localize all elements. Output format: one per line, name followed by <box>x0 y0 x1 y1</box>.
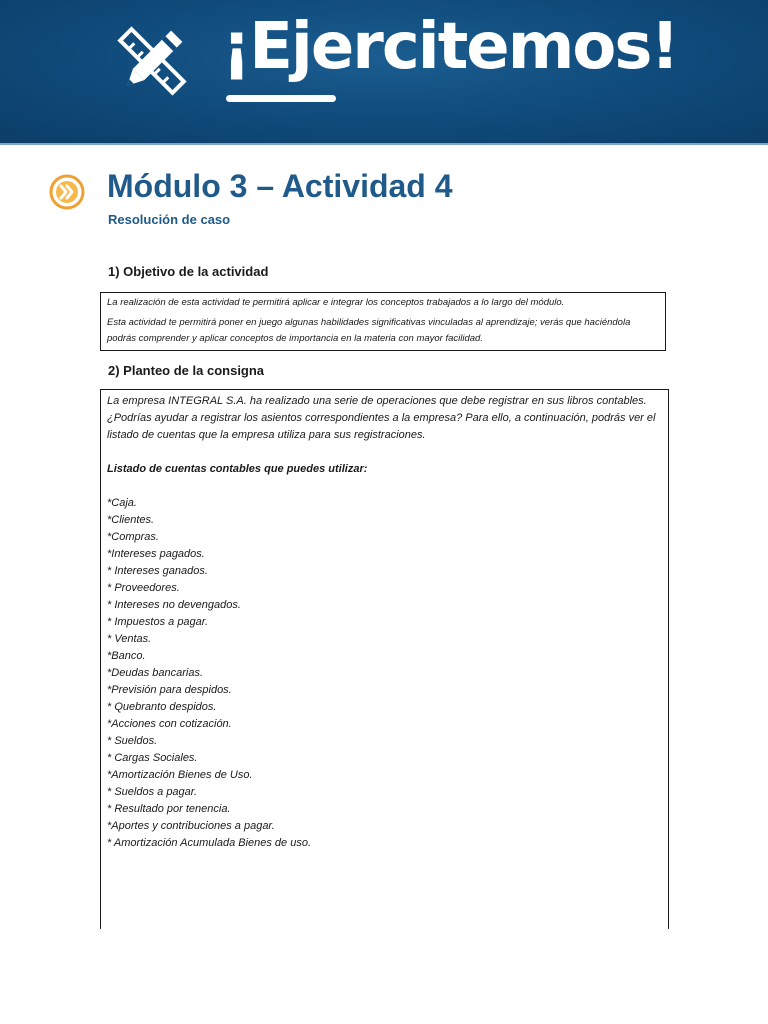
list-item: * Intereses no devengados. <box>107 599 241 611</box>
list-item: *Acciones con cotización. <box>107 718 232 730</box>
list-item: *Deudas bancarias. <box>107 667 204 679</box>
list-item: * Sueldos a pagar. <box>107 786 198 798</box>
page-title: Módulo 3 – Actividad 4 <box>107 168 453 204</box>
accounts-list <box>107 495 662 852</box>
list-item: *Intereses pagados. <box>107 548 205 560</box>
list-item: * Resultado por tenencia. <box>107 803 231 815</box>
objective-box <box>100 292 666 351</box>
list-item: * Ventas. <box>107 633 152 645</box>
list-item: *Caja. <box>107 497 137 509</box>
list-item: * Quebranto despidos. <box>107 701 217 713</box>
list-item: * Intereses ganados. <box>107 565 208 577</box>
double-chevron-right-icon <box>48 173 86 211</box>
list-item: * Impuestos a pagar. <box>107 616 209 628</box>
statement-box <box>100 389 669 929</box>
objective-heading: 1) Objetivo de la actividad <box>108 264 269 279</box>
banner-title: ¡Ejercitemos! <box>222 10 678 84</box>
objective-paragraph: La realización de esta actividad te permitirá aplicar e integrar los conceptos trabajados a lo largo del módulo. <box>107 297 565 308</box>
pencil-ruler-icon <box>114 22 190 100</box>
header-banner <box>0 0 768 145</box>
list-item: * Sueldos. <box>107 735 158 747</box>
page-subtitle: Resolución de caso <box>108 212 231 227</box>
accounts-list-title: Listado de cuentas contables que puedes utilizar: <box>107 463 368 475</box>
list-item: *Aportes y contribuciones a pagar. <box>107 820 275 832</box>
list-item: *Previsión para despidos. <box>107 684 232 696</box>
objective-paragraph: Esta actividad te permitirá poner en juego algunas habilidades significativas vinculadas al aprendizaje; verás que haciéndola podrás comprender y aplicar conceptos de importancia en la materia con mayor facilidad. <box>107 317 631 344</box>
list-item: * Proveedores. <box>107 582 180 594</box>
list-item: *Banco. <box>107 650 146 662</box>
list-item: *Compras. <box>107 531 159 543</box>
list-item: *Amortización Bienes de Uso. <box>107 769 253 781</box>
banner-underline <box>226 95 336 102</box>
list-item: * Amortización Acumulada Bienes de uso. <box>107 837 312 849</box>
statement-heading: 2) Planteo de la consigna <box>108 363 265 378</box>
statement-intro: La empresa INTEGRAL S.A. ha realizado una serie de operaciones que debe registrar en sus libros contables. ¿Podrías ayudar a registrar los asientos correspondientes a la empresa? Para ello, a continuación, podrás ver el listado de cuentas que la empresa utiliza para sus registraciones. <box>107 395 656 441</box>
list-item: * Cargas Sociales. <box>107 752 198 764</box>
list-item: *Clientes. <box>107 514 155 526</box>
